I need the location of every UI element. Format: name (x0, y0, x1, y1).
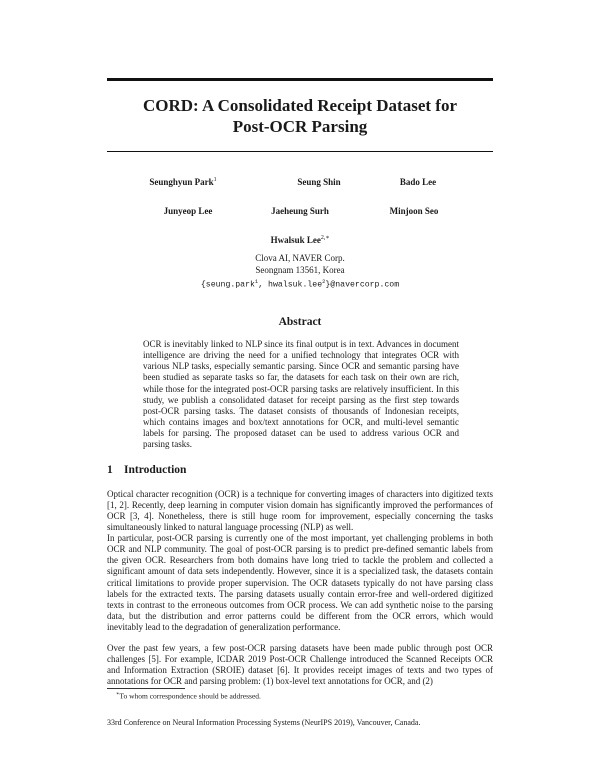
author-name: Seunghyun Park (149, 177, 214, 187)
venue-footer: 33rd Conference on Neural Information Processing Systems (NeurIPS 2019), Vancouver, Canada. (107, 718, 421, 727)
author-name: Jaeheung Surh (271, 206, 329, 216)
paper-title (100, 95, 500, 137)
email-part: }@navercorp.com (325, 280, 400, 290)
email-mark: 1 (254, 278, 259, 285)
author-1 (123, 177, 243, 187)
author-3 (358, 177, 478, 187)
author-name: Seung Shin (297, 177, 341, 187)
author-6 (354, 206, 474, 216)
author-7 (240, 234, 360, 245)
section-heading (107, 464, 186, 476)
footnote-text: To whom correspondence should be addressed. (119, 691, 261, 701)
author-name: Hwalsuk Lee (270, 235, 321, 245)
email-part: , hwalsuk.lee (258, 280, 323, 290)
author-name: Junyeop Lee (163, 206, 213, 216)
author-name: Minjoon Seo (389, 206, 439, 216)
affiliation-org: Clova AI, NAVER Corp. (255, 253, 345, 263)
affiliation (150, 253, 450, 291)
title-top-rule (107, 78, 493, 81)
section-number: 1 (107, 464, 113, 476)
author-name: Bado Lee (399, 177, 437, 187)
author-4 (128, 206, 248, 216)
author-5 (240, 206, 360, 216)
email-part: {seung.park (200, 280, 255, 290)
intro-paragraph-2: In particular, post-OCR parsing is currently one of the most important, yet challenging problems in both OCR and NLP community. The goal of post-OCR parsing is to predict pre-defined semantic labels from the given OCR. Researchers from both domains have long tried to tackle the problem and collected a significant amount of data sets independently. However, since it is a specialized task, the datasets contain critical limitations to provide proper supervision. The OCR datasets typically do not have parsing class labels for the extracted texts. The parsing datasets usually contain error-free and well-ordered digitized texts in contrast to the erroneous outcomes from OCR process. We can add synthetic noise to the parsing data, but the distribution and error patterns could be different from the OCR errors, which would inevitably lead to the degradation of generalization performance. (107, 533, 493, 633)
author-mark: 2,∗ (320, 235, 330, 241)
footnote-rule (107, 688, 185, 689)
title-bottom-rule (107, 151, 493, 152)
abstract-text: OCR is inevitably linked to NLP since its final output is in text. Advances in document intelligence are driving the need for a unified technology that integrates OCR with various NLP tasks, especially semantic parsing. Since OCR and semantic parsing have been studied as separate tasks so far, the datasets for each task on their own are rich, while those for the integrated post-OCR parsing tasks are relatively insufficient. In this study, we publish a consolidated dataset for receipt parsing as the first step towards post-OCR parsing tasks. The dataset consists of thousands of Indonesian receipts, which contains images and box/text annotations for OCR, and multi-level semantic labels for parsing. The proposed dataset can be used to address various OCR and parsing tasks. (143, 339, 459, 450)
footnote-mark: ∗ (116, 692, 120, 697)
intro-paragraph-1: Optical character recognition (OCR) is a technique for converting images of characters into digitized texts [1, 2]. Recently, deep learning in computer vision domain has significantly improved the performances of OCR [3, 4]. Nonetheless, there is still huge room for improvement, especially concerning the tasks simultaneously linked to natural language processing (NLP) as well. (107, 489, 493, 533)
footnote (116, 691, 261, 701)
affiliation-address: Seongnam 13561, Korea (255, 264, 345, 275)
abstract-heading: Abstract (278, 316, 322, 328)
email-mark: 2 (322, 278, 326, 285)
author-mark: 1 (213, 177, 217, 183)
section-title: Introduction (124, 464, 187, 476)
title-line-1: CORD: A Consolidated Receipt Dataset for (143, 96, 457, 115)
intro-paragraph-3: Over the past few years, a few post-OCR parsing datasets have been made public through post OCR challenges [5]. For example, ICDAR 2019 Post-OCR Challenge introduced the Scanned Receipts OCR and Information Extraction (SROIE) dataset [6]. It provides receipt images of texts and two types of annotations for OCR and parsing problem: (1) box-level text annotations for OCR, and (2) (107, 643, 493, 687)
contact-email (150, 276, 450, 291)
title-line-2: Post-OCR Parsing (232, 117, 368, 136)
